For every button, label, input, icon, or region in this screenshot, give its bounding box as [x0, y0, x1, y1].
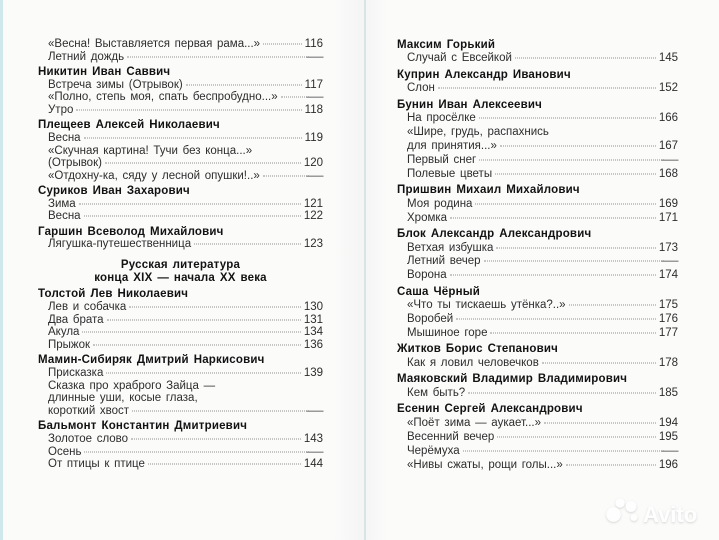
book-gutter — [364, 0, 366, 540]
dot-leader — [496, 247, 655, 248]
toc-entry — [397, 242, 678, 256]
toc-entry — [38, 326, 323, 339]
toc-page-number: 118 — [304, 103, 323, 116]
spine-shadow-right — [366, 0, 388, 540]
toc-entry — [38, 458, 323, 471]
toc-entry-text: Мамин-Сибиряк Дмитрий Наркисович — [38, 354, 265, 367]
dot-leader — [105, 163, 301, 164]
toc-entry-text: Летний вечер — [407, 255, 481, 268]
dot-leader — [84, 451, 308, 452]
toc-author-name — [397, 403, 678, 417]
toc-entry-text: «Нивы сжаты, рощи голы...» — [407, 458, 563, 471]
toc-entry-continuation — [397, 126, 678, 140]
dot-leader — [438, 88, 656, 89]
toc-entry-continuation — [38, 145, 323, 158]
toc-entry-text: конца XIX — начала XX века — [94, 271, 267, 284]
toc-entry-text: Весенний вечер — [407, 431, 495, 444]
no-page-dash: — — [305, 405, 323, 418]
toc-entry-text: Золотое слово — [48, 432, 129, 445]
toc-entry-text: «Что ты тискаешь утёнка?..» — [407, 299, 566, 312]
toc-entry — [397, 82, 678, 96]
toc-page-number: 171 — [658, 211, 678, 224]
no-page-dash: — — [660, 153, 678, 166]
dot-leader — [84, 137, 302, 138]
page-edge-strip — [0, 0, 3, 540]
no-page-dash: — — [305, 91, 323, 104]
toc-entry — [38, 405, 323, 418]
toc-entry — [397, 327, 678, 341]
toc-author-name — [397, 184, 678, 198]
toc-entry-text: Бальмонт Константин Дмитриевич — [38, 420, 248, 433]
toc-author-name — [38, 420, 323, 433]
dot-leader — [479, 159, 663, 160]
dot-leader — [127, 56, 308, 57]
dot-leader — [497, 437, 656, 438]
toc-entry-text: Случай с Евсейкой — [407, 52, 512, 65]
toc-entry-text: «Поёт зима — аукает...» — [407, 417, 541, 430]
toc-entry-text: Маяковский Владимир Владимирович — [397, 373, 628, 386]
toc-entry — [397, 255, 678, 269]
toc-entry — [397, 357, 678, 371]
dot-leader — [569, 305, 656, 306]
toc-entry-text: Лев и собачка — [48, 301, 127, 314]
toc-entry — [397, 459, 678, 473]
toc-entry — [397, 154, 678, 168]
avito-logo-circle-large — [606, 507, 620, 521]
dot-leader — [479, 118, 656, 119]
toc-entry — [38, 210, 323, 223]
toc-entry — [38, 38, 323, 51]
toc-author-name — [397, 69, 678, 83]
toc-entry-text: «Отдохну-ка, сяду у лесной опушки!..» — [48, 169, 260, 182]
toc-page-number: 123 — [303, 238, 323, 251]
toc-entry-text: Куприн Александр Иванович — [397, 68, 571, 81]
toc-page-number: 169 — [658, 197, 678, 210]
toc-entry — [38, 170, 323, 183]
dot-leader — [468, 393, 656, 394]
dot-leader — [495, 173, 656, 174]
no-page-dash: — — [305, 50, 323, 63]
toc-entry-text: Зима — [48, 197, 76, 210]
toc-entry-text: Осень — [48, 445, 82, 458]
toc-entry-text: Весна — [48, 210, 81, 223]
toc-entry-text: Ветхая избушка — [407, 241, 494, 254]
toc-entry-text: Житков Борис Степанович — [397, 343, 559, 356]
toc-page-number: 152 — [658, 82, 678, 95]
dot-leader — [76, 109, 301, 110]
toc-entry — [38, 433, 323, 446]
toc-page-number: 119 — [304, 131, 323, 144]
avito-watermark-label: Avito — [643, 502, 698, 527]
toc-page-number: 143 — [303, 432, 323, 445]
toc-author-name — [397, 286, 678, 300]
dot-leader — [542, 363, 656, 364]
dot-leader — [500, 146, 656, 147]
toc-entry-text: Первый снег — [407, 153, 477, 166]
toc-entry-text: Как я ловил человечков — [407, 357, 539, 370]
toc-page-number: 121 — [303, 197, 323, 210]
toc-author-name — [38, 119, 323, 132]
dot-leader — [194, 244, 301, 245]
toc-entry-text: Утро — [48, 103, 74, 116]
left-page-toc-column — [38, 38, 323, 471]
toc-page-number: 195 — [658, 431, 678, 444]
toc-entry — [397, 313, 678, 327]
toc-page-number: 178 — [658, 357, 678, 370]
dot-leader — [566, 464, 656, 465]
toc-page-number: 117 — [304, 78, 323, 91]
toc-page-number: 175 — [658, 299, 678, 312]
toc-page-number: 168 — [658, 167, 678, 180]
dot-leader — [82, 332, 300, 333]
toc-page-number: 122 — [303, 210, 323, 223]
spine-shadow-left — [334, 0, 364, 540]
toc-entry — [397, 52, 678, 66]
toc-author-name — [397, 373, 678, 387]
right-page-toc-column — [397, 36, 678, 472]
avito-logo-circle-tiny — [631, 514, 638, 521]
avito-logo-circle-medium — [626, 501, 637, 512]
toc-entry — [397, 299, 678, 313]
toc-entry-text: короткий хвост — [48, 405, 130, 418]
avito-logo-circle-small-top — [615, 498, 624, 507]
dot-leader — [107, 319, 301, 320]
toc-entry — [397, 140, 678, 154]
toc-entry-text: Максим Горький — [397, 38, 496, 51]
toc-entry — [397, 445, 678, 459]
toc-entry-text: От птицы к птице — [48, 458, 145, 471]
toc-author-name — [397, 99, 678, 113]
toc-page-number: 134 — [303, 326, 323, 339]
toc-entry-text: Плещеев Алексей Николаевич — [38, 119, 220, 132]
toc-page-number: 131 — [303, 313, 323, 326]
toc-page-number: 173 — [658, 241, 678, 254]
toc-entry — [38, 339, 323, 352]
dot-leader — [490, 332, 655, 333]
toc-entry-text: Встреча зимы (Отрывок) — [48, 78, 183, 91]
section-heading-line — [38, 259, 323, 272]
toc-author-name — [38, 354, 323, 367]
dot-leader — [515, 58, 656, 59]
toc-entry-text: Никитин Иван Саввич — [38, 65, 171, 78]
toc-entry — [38, 132, 323, 145]
toc-entry-text: Присказка — [48, 367, 104, 379]
toc-page-number: 136 — [303, 339, 323, 352]
toc-entry — [38, 79, 323, 92]
toc-entry — [38, 157, 323, 170]
toc-entry — [38, 238, 323, 251]
toc-entry-text: Летний дождь — [48, 50, 125, 63]
toc-page-number: 185 — [658, 387, 678, 400]
toc-entry — [38, 446, 323, 459]
section-heading-line — [38, 272, 323, 285]
no-page-dash: — — [660, 444, 678, 457]
dot-leader — [263, 175, 309, 176]
toc-author-name — [38, 226, 323, 239]
toc-entry — [397, 212, 678, 226]
dot-leader — [544, 423, 656, 424]
toc-entry-text: Бунин Иван Алексеевич — [397, 98, 543, 111]
dot-leader — [450, 275, 656, 276]
toc-entry-text: для принятия...» — [407, 140, 497, 153]
toc-entry — [397, 417, 678, 431]
toc-entry-text: Ворона — [407, 269, 447, 282]
toc-page-number: 167 — [658, 140, 678, 153]
dot-leader — [79, 203, 301, 204]
toc-page-number: 120 — [303, 157, 323, 170]
dot-leader — [131, 438, 301, 439]
no-page-dash: — — [660, 255, 678, 268]
dot-leader — [456, 319, 656, 320]
toc-entry-text: Воробей — [407, 313, 454, 326]
toc-entry-text: Саша Чёрный — [397, 285, 481, 298]
toc-entry — [397, 198, 678, 212]
toc-entry — [38, 91, 323, 104]
dot-leader — [263, 44, 302, 45]
toc-author-name — [38, 288, 323, 301]
dot-leader — [463, 450, 664, 451]
toc-entry-text: Пришвин Михаил Михайлович — [397, 183, 580, 196]
toc-entry-text: Сказка про храброго Зайца — — [48, 379, 216, 392]
toc-author-name — [397, 39, 678, 53]
toc-page-number: 144 — [303, 458, 323, 471]
dot-leader — [281, 97, 309, 98]
dot-leader — [84, 216, 301, 217]
toc-entry-text: Русская литература — [120, 259, 241, 271]
toc-page-number: 166 — [658, 112, 678, 125]
toc-entry-text: Акула — [48, 326, 80, 339]
toc-author-name — [38, 185, 323, 198]
dot-leader — [106, 373, 300, 374]
toc-entry — [38, 314, 323, 327]
toc-entry-text: Суриков Иван Захарович — [38, 185, 190, 198]
dot-leader — [93, 345, 301, 346]
toc-entry-text: Моя родина — [407, 197, 473, 210]
toc-author-name — [38, 66, 323, 79]
dot-leader — [148, 464, 301, 465]
avito-watermark — [602, 488, 717, 536]
toc-entry-continuation — [38, 392, 323, 405]
toc-entry — [397, 387, 678, 401]
toc-entry — [38, 367, 323, 380]
toc-entry — [397, 431, 678, 445]
toc-entry-text: Слон — [407, 82, 435, 95]
toc-entry — [38, 301, 323, 314]
toc-entry-text: Весна — [48, 131, 81, 144]
dot-leader — [132, 411, 308, 412]
dot-leader — [186, 84, 302, 85]
dot-leader — [129, 307, 301, 308]
toc-entry-text: (Отрывок) — [48, 157, 102, 170]
toc-entry — [38, 104, 323, 117]
dot-leader — [450, 217, 656, 218]
toc-page-number: 196 — [658, 458, 678, 471]
toc-entry-text: длинные уши, косые глаза, — [48, 392, 198, 405]
toc-entry-text: «Шире, грудь, распахнись — [407, 126, 549, 139]
toc-entry-text: Есенин Сергей Александрович — [397, 403, 583, 416]
toc-entry-text: Два брата — [48, 313, 104, 326]
toc-entry-text: Полевые цветы — [407, 167, 493, 180]
dot-leader — [484, 261, 664, 262]
toc-entry-text: Хромка — [407, 211, 448, 224]
dot-leader — [475, 203, 655, 204]
toc-entry-text: На просёлке — [407, 112, 476, 125]
toc-entry — [38, 198, 323, 211]
toc-entry-text: «Весна! Выставляется первая рама...» — [48, 38, 261, 50]
toc-entry-text: Прыжок — [48, 339, 91, 352]
toc-page-number: 130 — [303, 301, 323, 314]
toc-page-number: 176 — [658, 313, 678, 326]
toc-entry — [397, 269, 678, 283]
toc-page-number: 145 — [658, 52, 678, 65]
toc-entry-text: Толстой Лев Николаевич — [38, 288, 189, 301]
toc-entry-text: Гаршин Всеволод Михайлович — [38, 225, 224, 238]
no-page-dash: — — [305, 169, 323, 182]
toc-page-number: 139 — [303, 367, 323, 379]
toc-entry — [397, 112, 678, 126]
no-page-dash: — — [305, 445, 323, 458]
toc-entry-text: Лягушка-путешественница — [48, 238, 192, 251]
toc-page-number: 174 — [658, 269, 678, 282]
toc-page-number: 177 — [658, 326, 678, 339]
toc-entry-text: Мышиное горе — [407, 326, 488, 339]
toc-entry — [38, 51, 323, 64]
toc-page-number: 194 — [658, 417, 678, 430]
toc-entry-text: Кем быть? — [407, 387, 466, 400]
toc-entry-text: «Полно, степь моя, спать беспробудно...» — [48, 91, 278, 104]
toc-entry-text: Блок Александр Александрович — [397, 227, 592, 240]
toc-author-name — [397, 343, 678, 357]
toc-author-name — [397, 228, 678, 242]
toc-entry-text: «Скучная картина! Тучи без конца...» — [48, 144, 253, 157]
toc-entry-continuation — [38, 380, 323, 393]
toc-page-number: 116 — [304, 38, 323, 50]
toc-entry — [397, 168, 678, 182]
toc-entry-text: Черёмуха — [407, 444, 460, 457]
